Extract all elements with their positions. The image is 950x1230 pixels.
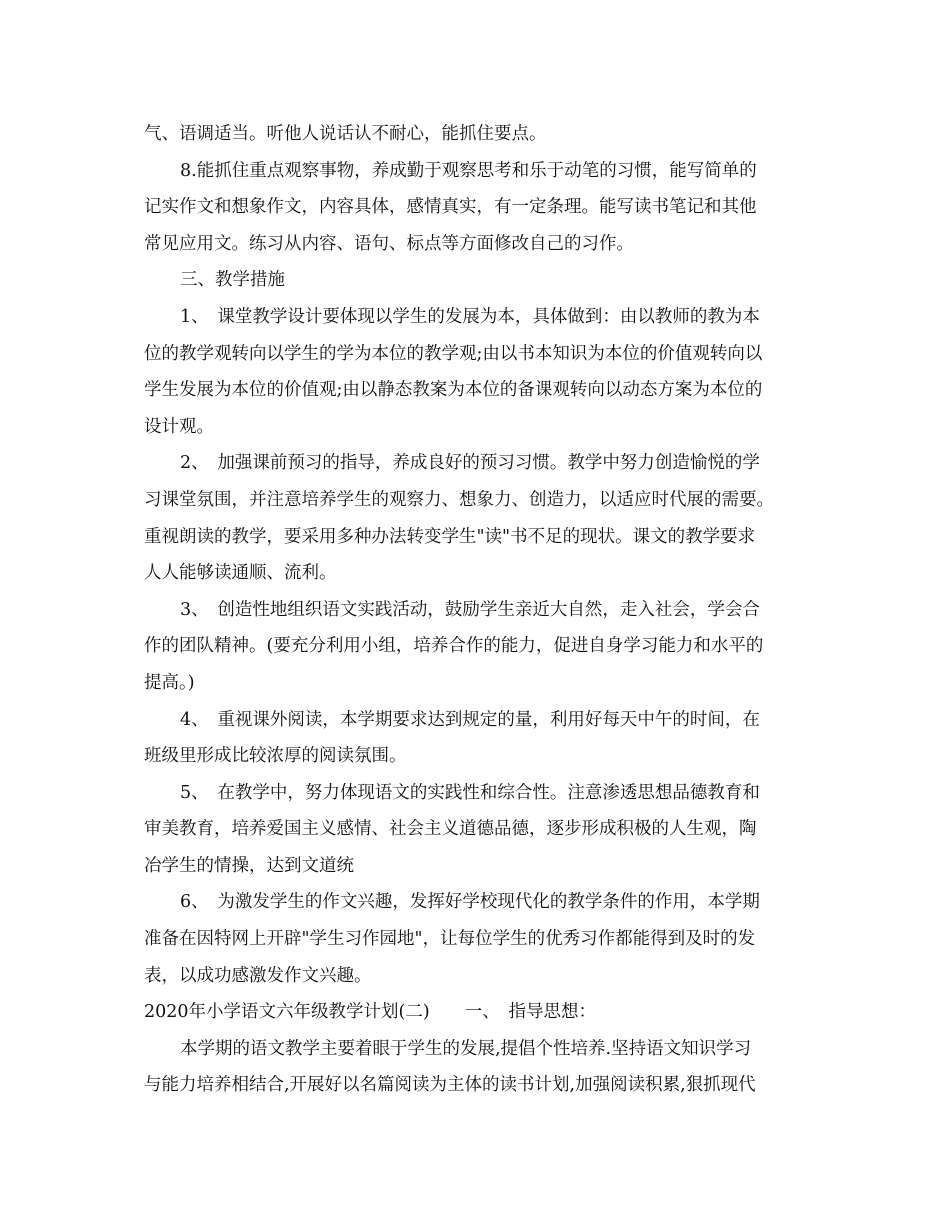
text-line: 与能力培养相结合,开展好以名篇阅读为主体的读书计划,加强阅读积累,狠抓现代 <box>144 1075 756 1096</box>
text-line: 重视朗读的教学，要采用多种办法转变学生"读"书不足的现状。课文的教学要求 <box>144 526 756 547</box>
text-line: 审美教育，培养爱国主义感情、社会主义道德品德，逐步形成积极的人生观，陶 <box>144 819 757 840</box>
section-heading: 三、教学措施 <box>180 270 285 291</box>
text-line: 表，以成功感激发作文兴趣。 <box>144 965 372 986</box>
text-line: 8.能抓住重点观察事物，养成勤于观察思考和乐于动笔的习惯，能写简单的 <box>180 160 757 181</box>
document-body <box>144 116 816 1104</box>
text-line: 人人能够读通顺、流利。 <box>144 563 337 584</box>
text-line: 习课堂氛围，并注意培养学生的观察力、想象力、创造力，以适应时代展的需要。 <box>144 489 774 510</box>
text-line: 3、 创造性地组织语文实践活动，鼓励学生亲近大自然，走入社会，学会合 <box>180 599 760 620</box>
text-line: 提高。) <box>144 672 195 693</box>
text-line: 记实作文和想象作文，内容具体，感情真实，有一定条理。能写读书笔记和其他 <box>144 197 757 218</box>
text-line: 气、语调适当。听他人说话认不耐心，能抓住要点。 <box>144 124 547 144</box>
text-line: 4、 重视课外阅读，本学期要求达到规定的量，利用好每天中午的时间，在 <box>180 709 760 730</box>
text-line: 学生发展为本位的价值观;由以静态教案为本位的备课观转向以动态方案为本位的 <box>144 380 763 401</box>
text-line: 5、 在教学中，努力体现语文的实践性和综合性。注意渗透思想品德教育和 <box>180 782 760 803</box>
text-line: 作的团队精神。(要充分利用小组，培养合作的能力，促进自身学习能力和水平的 <box>144 636 764 657</box>
text-line: 设计观。 <box>144 416 214 437</box>
text-line: 班级里形成比较浓厚的阅读氛围。 <box>144 746 407 767</box>
text-line: 准备在因特网上开辟"学生习作园地"，让每位学生的优秀习作都能得到及时的发 <box>144 929 756 950</box>
text-line: 2、 加强课前预习的指导，养成良好的预习习惯。教学中努力创造愉悦的学 <box>180 453 760 474</box>
text-line: 1、 课堂教学设计要体现以学生的发展为本，具体做到：由以教师的教为本 <box>180 306 760 327</box>
text-line: 本学期的语文教学主要着眼于学生的发展,提倡个性培养.坚持语文知识学习 <box>180 1038 752 1059</box>
text-line: 位的教学观转向以学生的学为本位的教学观;由以书本知识为本位的价值观转向以 <box>144 343 763 364</box>
text-line: 6、 为激发学生的作文兴趣，发挥好学校现代化的教学条件的作用，本学期 <box>180 892 760 913</box>
text-line: 冶学生的情操，达到文道统 <box>144 855 354 876</box>
text-line: 常见应用文。练习从内容、语句、标点等方面修改自己的习作。 <box>144 233 634 254</box>
plan-title-line: 2020年小学语文六年级教学计划(二) 一、 指导思想： <box>144 1002 596 1023</box>
